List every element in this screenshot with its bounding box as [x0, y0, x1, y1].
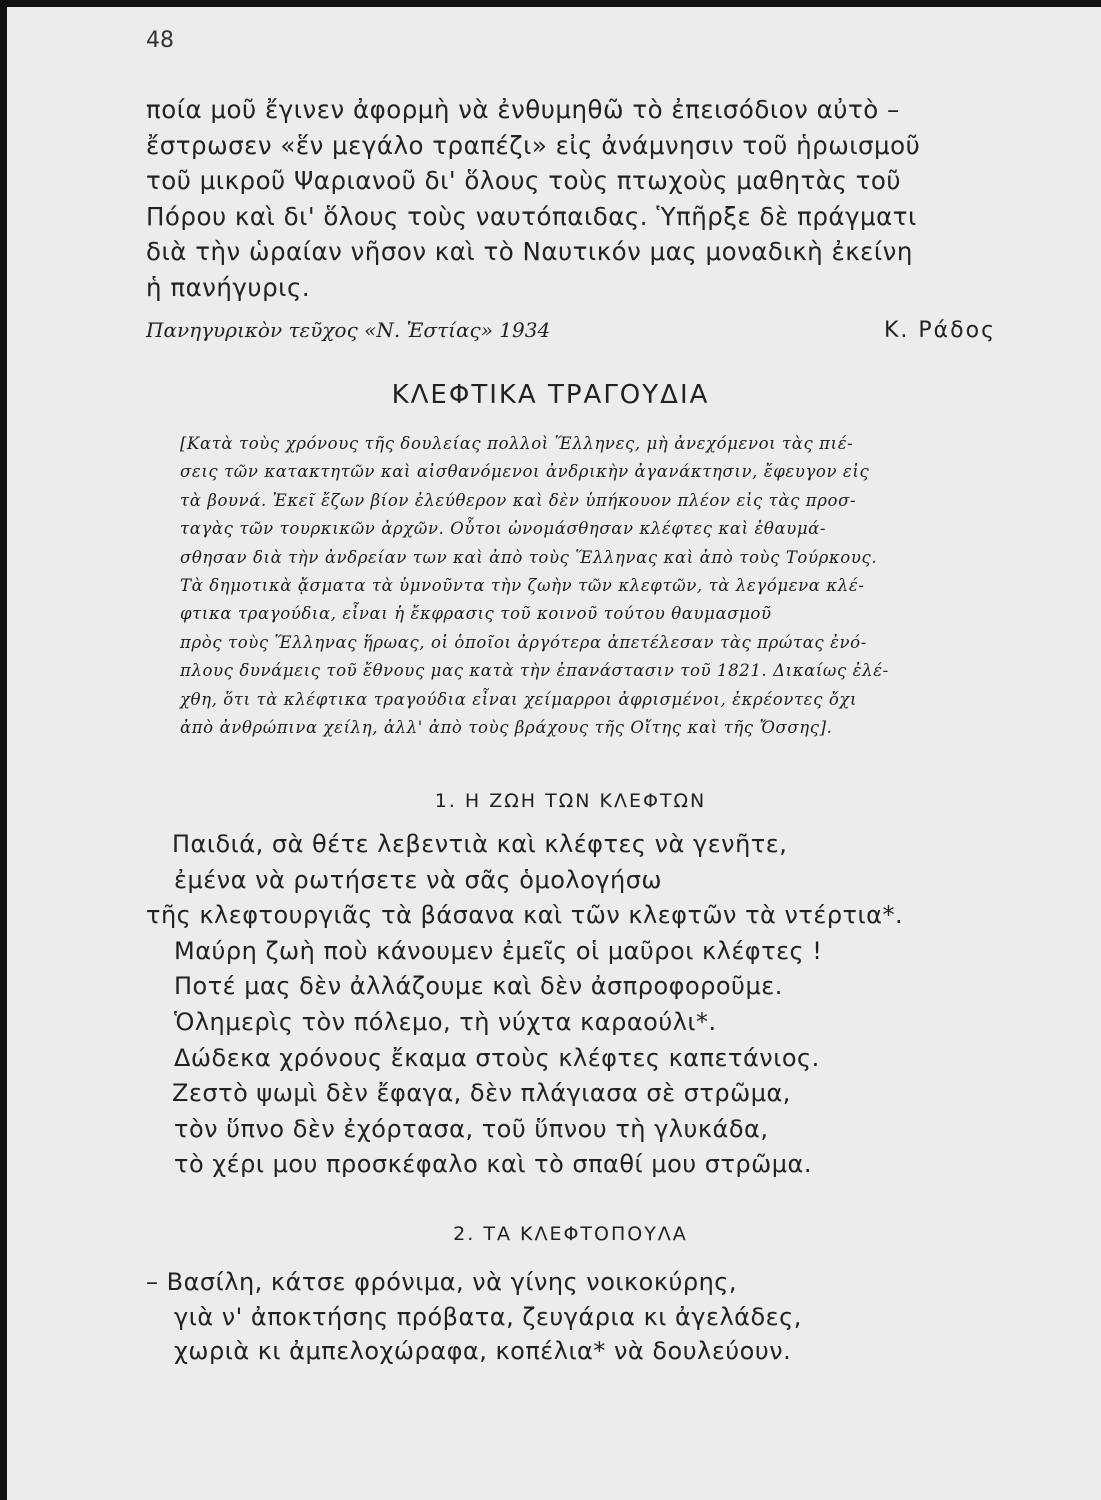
intro-line: πλους δυνάμεις τοῦ ἔθνους μας κατὰ τὴν ἐπανάστασιν τοῦ 1821. Δικαίως ἐλέ-: [180, 661, 889, 681]
intro-line: σεις τῶν κατακτητῶν καὶ αἰσθανόμενοι ἀνδρικὴν ἀγανάκτησιν, ἔφευγον εἰς: [180, 462, 870, 482]
poem-line: Δώδεκα χρόνους ἔκαμα στοὺς κλέφτες καπετάνιος.: [174, 1043, 820, 1072]
poem-line: χωριὰ κι ἀμπελοχώραφα, κοπέλια* νὰ δουλεύουν.: [174, 1337, 792, 1365]
intro-paragraph: [180, 430, 1040, 742]
prose-line: τοῦ μικροῦ Ψαριανοῦ δι' ὅλους τοὺς πτωχοὺς μαθητὰς τοῦ: [146, 166, 902, 195]
poem-line: τὸν ὕπνο δὲν ἐχόρτασα, τοῦ ὕπνου τὴ γλυκάδα,: [174, 1114, 769, 1143]
section-title: ΚΛΕΦΤΙΚΑ ΤΡΑΓΟΥΔΙΑ: [391, 380, 710, 410]
page-left-border: [0, 0, 7, 1500]
intro-line: Τὰ δημοτικὰ ᾄσματα τὰ ὑμνοῦντα τὴν ζωὴν τῶν κλεφτῶν, τὰ λεγόμενα κλέ-: [180, 576, 865, 596]
poem-title: 2. ΤΑ ΚΛΕΦΤΟΠΟΥΛΑ: [453, 1223, 688, 1245]
poem-line: τῆς κλεφτουργιᾶς τὰ βάσανα καὶ τῶν κλεφτῶν τὰ ντέρτια*.: [146, 901, 904, 930]
intro-line: ταγὰς τῶν τουρκικῶν ἀρχῶν. Οὗτοι ὠνομάσθησαν κλέφτες καὶ ἐθαυμά-: [180, 519, 827, 539]
attribution-source: Πανηγυρικὸν τεῦχος «Ν. Ἑστίας» 1934: [146, 318, 551, 342]
prose-paragraph: [146, 92, 1026, 305]
poem-line: Ὁλημερὶς τὸν πόλεμο, τὴ νύχτα καραούλι*.: [174, 1007, 717, 1036]
poem-line: τὸ χέρι μου προσκέφαλο καὶ τὸ σπαθί μου στρῶμα.: [174, 1150, 812, 1179]
intro-line: χθη, ὅτι τὰ κλέφτικα τραγούδια εἶναι χείμαρροι ἀφρισμένοι, ἐκρέοντες ὄχι: [180, 689, 858, 709]
poem-line: γιὰ ν' ἀποκτήσης πρόβατα, ζευγάρια κι ἀγελάδες,: [174, 1302, 802, 1331]
intro-line: τὰ βουνά. Ἐκεῖ ἔζων βίον ἐλεύθερον καὶ δὲν ὑπήκουον πλέον εἰς τὰς προσ-: [180, 490, 857, 510]
intro-line: ἀπὸ ἀνθρώπινα χείλη, ἀλλ' ἀπὸ τοὺς βράχους τῆς Οἴτης καὶ τῆς Ὄσσης].: [180, 718, 833, 738]
page-number: 48: [146, 28, 174, 53]
poem-line: Μαύρη ζωὴ ποὺ κάνουμεν ἐμεῖς οἱ μαῦροι κλέφτες !: [174, 936, 823, 965]
page-top-border: [0, 0, 1101, 7]
intro-line: σθησαν διὰ τὴν ἀνδρείαν των καὶ ἀπὸ τοὺς Ἕλληνας καὶ ἀπὸ τοὺς Τούρκους.: [180, 547, 878, 567]
attribution: [146, 318, 996, 343]
intro-line: πρὸς τοὺς Ἕλληνας ἥρωας, οἱ ὁποῖοι ἀργότερα ἀπετέλεσαν τὰς πρώτας ἐνό-: [180, 632, 867, 652]
intro-line: φτικα τραγούδια, εἶναι ἡ ἔκφρασις τοῦ κοινοῦ τούτου θαυμασμοῦ: [180, 604, 772, 624]
poem-body: [146, 827, 1046, 1183]
intro-line: [Κατὰ τοὺς χρόνους τῆς δουλείας πολλοὶ Ἕλληνες, μὴ ἀνεχόμενοι τὰς πιέ-: [180, 434, 854, 453]
attribution-author: Κ. Ράδος: [883, 318, 996, 343]
poem-body: [146, 1265, 1046, 1369]
poem-line: Παιδιά, σὰ θέτε λεβεντιὰ καὶ κλέφτες νὰ γενῆτε,: [172, 830, 788, 858]
poem-title: 1. Η ΖΩΗ ΤΩΝ ΚΛΕΦΤΩΝ: [434, 790, 707, 812]
poem-line: Ποτέ μας δὲν ἀλλάζουμε καὶ δὲν ἀσπροφοροῦμε.: [174, 972, 783, 1001]
prose-line: ἡ πανήγυρις.: [146, 272, 311, 302]
prose-line: ποία μοῦ ἔγινεν ἀφορμὴ νὰ ἐνθυμηθῶ τὸ ἐπεισόδιον αὐτὸ –: [146, 95, 900, 124]
poem-line: – Βασίλη, κάτσε φρόνιμα, νὰ γίνης νοικοκύρης,: [146, 1268, 738, 1296]
prose-line: Πόρου καὶ δι' ὅλους τοὺς ναυτόπαιδας. Ὑπῆρξε δὲ πράγματι: [146, 201, 917, 231]
prose-line: ἔστρωσεν «ἕν μεγάλο τραπέζι» εἰς ἀνάμνησιν τοῦ ἡρωισμοῦ: [146, 130, 921, 160]
poem-line: ἐμένα νὰ ρωτήσετε νὰ σᾶς ὁμολογήσω: [174, 865, 662, 894]
poem-line: Ζεστὸ ψωμὶ δὲν ἔφαγα, δὲν πλάγιασα σὲ στρῶμα,: [172, 1079, 791, 1108]
prose-line: διὰ τὴν ὡραίαν νῆσον καὶ τὸ Ναυτικόν μας μοναδικὴ ἐκείνη: [146, 237, 913, 266]
